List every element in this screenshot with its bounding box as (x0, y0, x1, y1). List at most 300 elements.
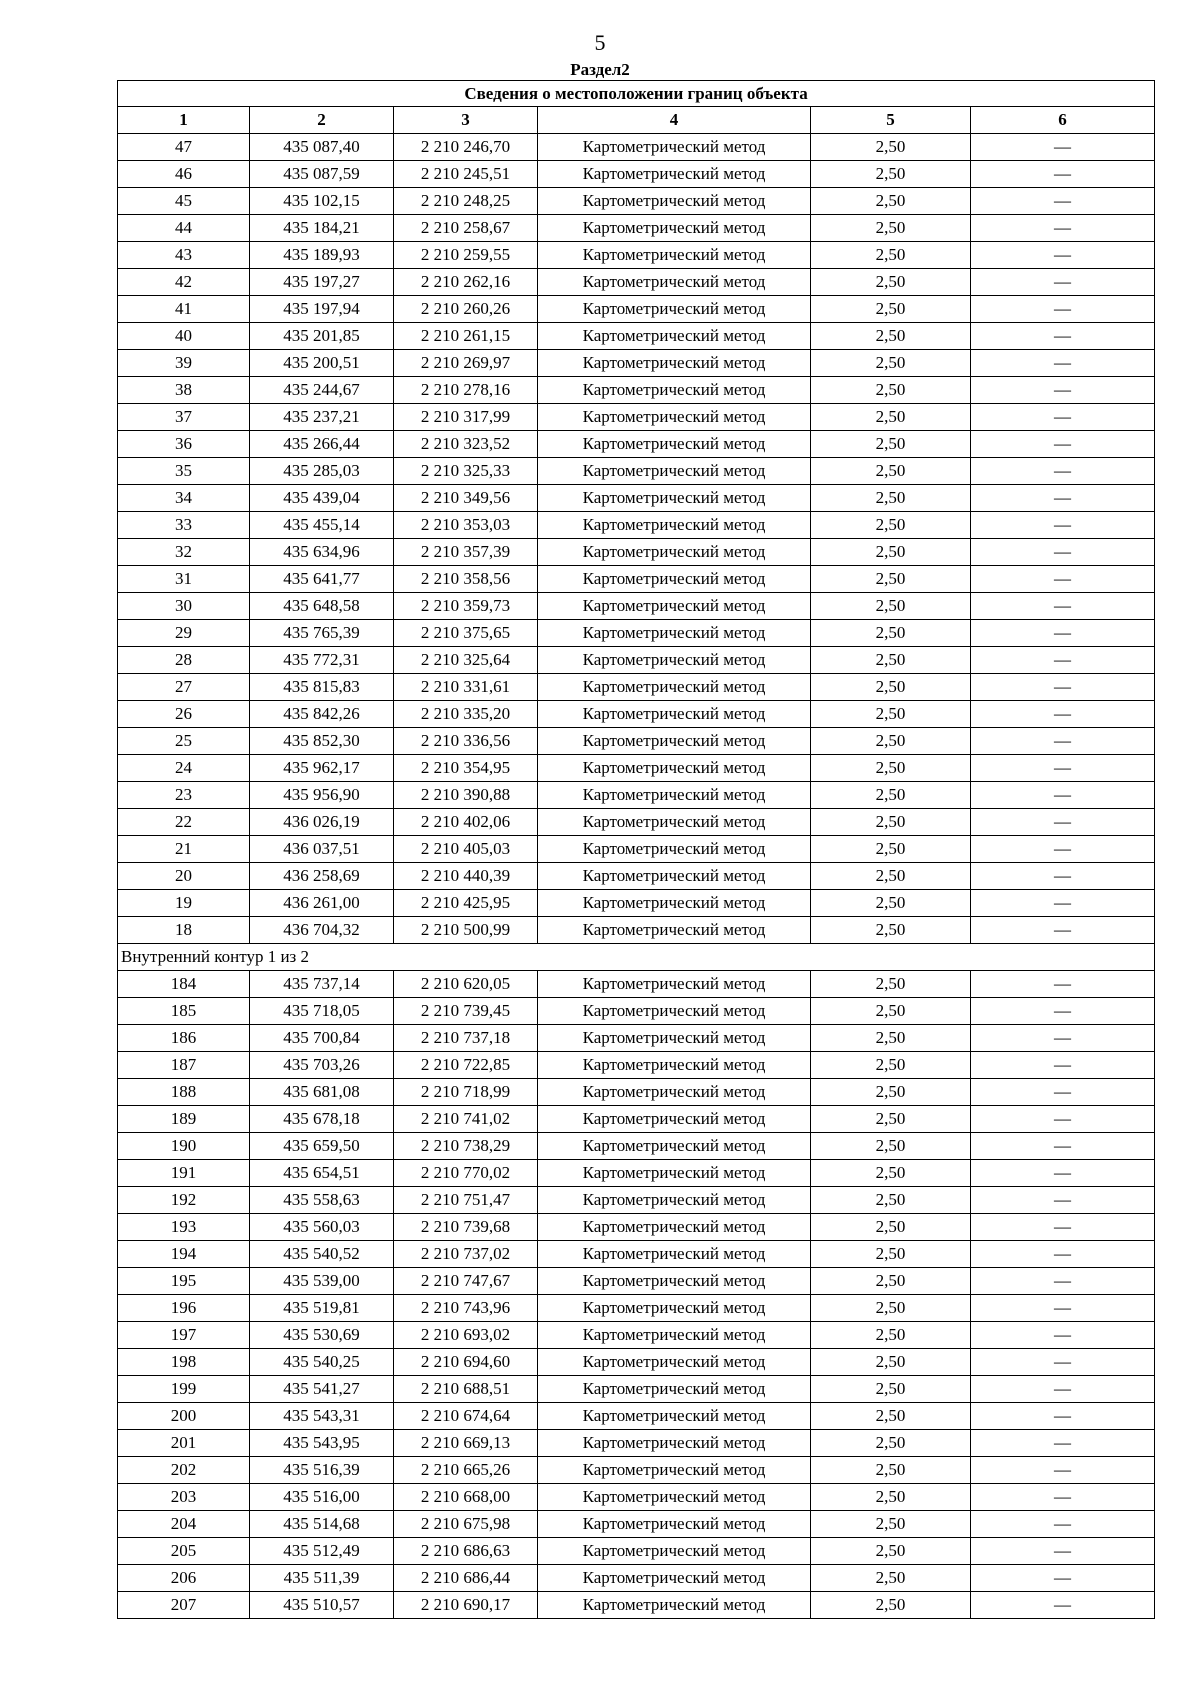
y-coordinate-cell: 2 210 739,45 (394, 998, 538, 1025)
precision-cell: 2,50 (811, 1241, 971, 1268)
precision-cell: 2,50 (811, 1295, 971, 1322)
precision-cell: 2,50 (811, 620, 971, 647)
x-coordinate-cell: 435 648,58 (250, 593, 394, 620)
description-cell: — (971, 998, 1155, 1025)
x-coordinate-cell: 436 261,00 (250, 890, 394, 917)
point-number-cell: 200 (118, 1403, 250, 1430)
table-row (118, 1268, 1155, 1295)
method-cell: Картометрический метод (538, 782, 811, 809)
precision-cell: 2,50 (811, 863, 971, 890)
method-cell: Картометрический метод (538, 1484, 811, 1511)
method-cell: Картометрический метод (538, 890, 811, 917)
section-title: Раздел2 (570, 60, 630, 79)
x-coordinate-cell: 435 539,00 (250, 1268, 394, 1295)
method-cell: Картометрический метод (538, 998, 811, 1025)
description-cell: — (971, 1214, 1155, 1241)
precision-cell: 2,50 (811, 1079, 971, 1106)
description-cell: — (971, 1025, 1155, 1052)
table-row (118, 1484, 1155, 1511)
y-coordinate-cell: 2 210 269,97 (394, 350, 538, 377)
x-coordinate-cell: 435 540,52 (250, 1241, 394, 1268)
point-number-cell: 31 (118, 566, 250, 593)
table-row (118, 431, 1155, 458)
point-number-cell: 187 (118, 1052, 250, 1079)
x-coordinate-cell: 436 258,69 (250, 863, 394, 890)
table-row (118, 1295, 1155, 1322)
table-row (118, 188, 1155, 215)
y-coordinate-cell: 2 210 693,02 (394, 1322, 538, 1349)
method-cell: Картометрический метод (538, 1511, 811, 1538)
description-cell: — (971, 1484, 1155, 1511)
method-cell: Картометрический метод (538, 539, 811, 566)
description-cell: — (971, 782, 1155, 809)
precision-cell: 2,50 (811, 701, 971, 728)
y-coordinate-cell: 2 210 620,05 (394, 971, 538, 998)
x-coordinate-cell: 435 237,21 (250, 404, 394, 431)
precision-cell: 2,50 (811, 1322, 971, 1349)
table-row (118, 215, 1155, 242)
y-coordinate-cell: 2 210 425,95 (394, 890, 538, 917)
precision-cell: 2,50 (811, 1133, 971, 1160)
description-cell: — (971, 134, 1155, 161)
description-cell: — (971, 971, 1155, 998)
precision-cell: 2,50 (811, 458, 971, 485)
description-cell: — (971, 539, 1155, 566)
y-coordinate-cell: 2 210 669,13 (394, 1430, 538, 1457)
description-cell: — (971, 1430, 1155, 1457)
point-number-cell: 202 (118, 1457, 250, 1484)
method-cell: Картометрический метод (538, 620, 811, 647)
precision-cell: 2,50 (811, 1538, 971, 1565)
point-number-cell: 29 (118, 620, 250, 647)
y-coordinate-cell: 2 210 259,55 (394, 242, 538, 269)
method-cell: Картометрический метод (538, 1592, 811, 1619)
x-coordinate-cell: 435 654,51 (250, 1160, 394, 1187)
x-coordinate-cell: 435 197,27 (250, 269, 394, 296)
precision-cell: 2,50 (811, 1268, 971, 1295)
description-cell: — (971, 728, 1155, 755)
table-row (118, 1403, 1155, 1430)
method-cell: Картометрический метод (538, 809, 811, 836)
method-cell: Картометрический метод (538, 215, 811, 242)
x-coordinate-cell: 435 634,96 (250, 539, 394, 566)
method-cell: Картометрический метод (538, 188, 811, 215)
column-number-row (118, 107, 1155, 134)
method-cell: Картометрический метод (538, 350, 811, 377)
precision-cell: 2,50 (811, 755, 971, 782)
table-row (118, 1322, 1155, 1349)
table-row (118, 1052, 1155, 1079)
y-coordinate-cell: 2 210 718,99 (394, 1079, 538, 1106)
point-number-cell: 197 (118, 1322, 250, 1349)
precision-cell: 2,50 (811, 1214, 971, 1241)
y-coordinate-cell: 2 210 317,99 (394, 404, 538, 431)
y-coordinate-cell: 2 210 375,65 (394, 620, 538, 647)
table-row (118, 836, 1155, 863)
table-body (118, 134, 1155, 1619)
y-coordinate-cell: 2 210 686,63 (394, 1538, 538, 1565)
x-coordinate-cell: 435 681,08 (250, 1079, 394, 1106)
method-cell: Картометрический метод (538, 836, 811, 863)
method-cell: Картометрический метод (538, 512, 811, 539)
method-cell: Картометрический метод (538, 269, 811, 296)
x-coordinate-cell: 435 201,85 (250, 323, 394, 350)
x-coordinate-cell: 435 737,14 (250, 971, 394, 998)
method-cell: Картометрический метод (538, 1322, 811, 1349)
table-row (118, 296, 1155, 323)
table-row (118, 647, 1155, 674)
description-cell: — (971, 512, 1155, 539)
method-cell: Картометрический метод (538, 1160, 811, 1187)
table-row (118, 1538, 1155, 1565)
point-number-cell: 204 (118, 1511, 250, 1538)
description-cell: — (971, 1349, 1155, 1376)
method-cell: Картометрический метод (538, 674, 811, 701)
x-coordinate-cell: 435 659,50 (250, 1133, 394, 1160)
description-cell: — (971, 188, 1155, 215)
method-cell: Картометрический метод (538, 755, 811, 782)
x-coordinate-cell: 435 439,04 (250, 485, 394, 512)
precision-cell: 2,50 (811, 323, 971, 350)
y-coordinate-cell: 2 210 751,47 (394, 1187, 538, 1214)
point-number-cell: 27 (118, 674, 250, 701)
method-cell: Картометрический метод (538, 701, 811, 728)
description-cell: — (971, 1403, 1155, 1430)
table-row (118, 1079, 1155, 1106)
table-row (118, 998, 1155, 1025)
contour-row (118, 944, 1155, 971)
method-cell: Картометрический метод (538, 485, 811, 512)
method-cell: Картометрический метод (538, 1025, 811, 1052)
point-number-cell: 21 (118, 836, 250, 863)
table-row (118, 1106, 1155, 1133)
table-row (118, 1511, 1155, 1538)
description-cell: — (971, 485, 1155, 512)
table-row (118, 863, 1155, 890)
precision-cell: 2,50 (811, 1376, 971, 1403)
y-coordinate-cell: 2 210 402,06 (394, 809, 538, 836)
point-number-cell: 45 (118, 188, 250, 215)
method-cell: Картометрический метод (538, 1214, 811, 1241)
table-row (118, 458, 1155, 485)
x-coordinate-cell: 435 543,31 (250, 1403, 394, 1430)
precision-cell: 2,50 (811, 485, 971, 512)
point-number-cell: 203 (118, 1484, 250, 1511)
point-number-cell: 46 (118, 161, 250, 188)
x-coordinate-cell: 435 200,51 (250, 350, 394, 377)
method-cell: Картометрический метод (538, 1241, 811, 1268)
method-cell: Картометрический метод (538, 1052, 811, 1079)
method-cell: Картометрический метод (538, 1268, 811, 1295)
x-coordinate-cell: 435 189,93 (250, 242, 394, 269)
y-coordinate-cell: 2 210 262,16 (394, 269, 538, 296)
x-coordinate-cell: 435 197,94 (250, 296, 394, 323)
point-number-cell: 188 (118, 1079, 250, 1106)
description-cell: — (971, 917, 1155, 944)
y-coordinate-cell: 2 210 770,02 (394, 1160, 538, 1187)
method-cell: Картометрический метод (538, 1403, 811, 1430)
y-coordinate-cell: 2 210 248,25 (394, 188, 538, 215)
description-cell: — (971, 296, 1155, 323)
table-row (118, 890, 1155, 917)
method-cell: Картометрический метод (538, 1106, 811, 1133)
method-cell: Картометрический метод (538, 1430, 811, 1457)
table-row (118, 1592, 1155, 1619)
description-cell: — (971, 1079, 1155, 1106)
table-row (118, 1349, 1155, 1376)
point-number-cell: 19 (118, 890, 250, 917)
y-coordinate-cell: 2 210 675,98 (394, 1511, 538, 1538)
method-cell: Картометрический метод (538, 1376, 811, 1403)
description-cell: — (971, 377, 1155, 404)
precision-cell: 2,50 (811, 1592, 971, 1619)
precision-cell: 2,50 (811, 971, 971, 998)
column-header: 6 (971, 107, 1155, 134)
x-coordinate-cell: 435 641,77 (250, 566, 394, 593)
description-cell: — (971, 1322, 1155, 1349)
x-coordinate-cell: 435 266,44 (250, 431, 394, 458)
precision-cell: 2,50 (811, 539, 971, 566)
y-coordinate-cell: 2 210 674,64 (394, 1403, 538, 1430)
x-coordinate-cell: 436 704,32 (250, 917, 394, 944)
x-coordinate-cell: 435 285,03 (250, 458, 394, 485)
x-coordinate-cell: 435 514,68 (250, 1511, 394, 1538)
precision-cell: 2,50 (811, 674, 971, 701)
method-cell: Картометрический метод (538, 1457, 811, 1484)
method-cell: Картометрический метод (538, 593, 811, 620)
precision-cell: 2,50 (811, 404, 971, 431)
point-number-cell: 207 (118, 1592, 250, 1619)
table-row (118, 1133, 1155, 1160)
table-row (118, 1025, 1155, 1052)
point-number-cell: 38 (118, 377, 250, 404)
point-number-cell: 37 (118, 404, 250, 431)
precision-cell: 2,50 (811, 593, 971, 620)
y-coordinate-cell: 2 210 440,39 (394, 863, 538, 890)
method-cell: Картометрический метод (538, 1565, 811, 1592)
table-row (118, 242, 1155, 269)
table-row (118, 161, 1155, 188)
precision-cell: 2,50 (811, 1511, 971, 1538)
description-cell: — (971, 1565, 1155, 1592)
precision-cell: 2,50 (811, 647, 971, 674)
precision-cell: 2,50 (811, 269, 971, 296)
y-coordinate-cell: 2 210 349,56 (394, 485, 538, 512)
contour-label: Внутренний контур 1 из 2 (118, 944, 1155, 971)
description-cell: — (971, 323, 1155, 350)
point-number-cell: 36 (118, 431, 250, 458)
precision-cell: 2,50 (811, 1349, 971, 1376)
y-coordinate-cell: 2 210 743,96 (394, 1295, 538, 1322)
method-cell: Картометрический метод (538, 1079, 811, 1106)
column-header: 4 (538, 107, 811, 134)
method-cell: Картометрический метод (538, 242, 811, 269)
description-cell: — (971, 701, 1155, 728)
description-cell: — (971, 1457, 1155, 1484)
y-coordinate-cell: 2 210 688,51 (394, 1376, 538, 1403)
table-row (118, 1241, 1155, 1268)
precision-cell: 2,50 (811, 1484, 971, 1511)
method-cell: Картометрический метод (538, 161, 811, 188)
point-number-cell: 44 (118, 215, 250, 242)
description-cell: — (971, 1538, 1155, 1565)
method-cell: Картометрический метод (538, 134, 811, 161)
x-coordinate-cell: 435 516,00 (250, 1484, 394, 1511)
point-number-cell: 194 (118, 1241, 250, 1268)
precision-cell: 2,50 (811, 377, 971, 404)
description-cell: — (971, 566, 1155, 593)
precision-cell: 2,50 (811, 350, 971, 377)
column-header: 5 (811, 107, 971, 134)
y-coordinate-cell: 2 210 278,16 (394, 377, 538, 404)
description-cell: — (971, 161, 1155, 188)
x-coordinate-cell: 435 540,25 (250, 1349, 394, 1376)
y-coordinate-cell: 2 210 390,88 (394, 782, 538, 809)
x-coordinate-cell: 435 519,81 (250, 1295, 394, 1322)
x-coordinate-cell: 435 543,95 (250, 1430, 394, 1457)
table-caption: Сведения о местоположении границ объекта (118, 81, 1155, 107)
y-coordinate-cell: 2 210 358,56 (394, 566, 538, 593)
point-number-cell: 41 (118, 296, 250, 323)
table-row (118, 755, 1155, 782)
x-coordinate-cell: 435 087,59 (250, 161, 394, 188)
y-coordinate-cell: 2 210 245,51 (394, 161, 538, 188)
point-number-cell: 205 (118, 1538, 250, 1565)
point-number-cell: 43 (118, 242, 250, 269)
table-row (118, 917, 1155, 944)
point-number-cell: 30 (118, 593, 250, 620)
precision-cell: 2,50 (811, 1565, 971, 1592)
x-coordinate-cell: 435 530,69 (250, 1322, 394, 1349)
point-number-cell: 28 (118, 647, 250, 674)
table-row (118, 404, 1155, 431)
point-number-cell: 190 (118, 1133, 250, 1160)
x-coordinate-cell: 435 852,30 (250, 728, 394, 755)
table-row (118, 1457, 1155, 1484)
y-coordinate-cell: 2 210 668,00 (394, 1484, 538, 1511)
description-cell: — (971, 809, 1155, 836)
description-cell: — (971, 458, 1155, 485)
description-cell: — (971, 836, 1155, 863)
precision-cell: 2,50 (811, 836, 971, 863)
x-coordinate-cell: 435 772,31 (250, 647, 394, 674)
x-coordinate-cell: 435 516,39 (250, 1457, 394, 1484)
precision-cell: 2,50 (811, 431, 971, 458)
x-coordinate-cell: 435 765,39 (250, 620, 394, 647)
precision-cell: 2,50 (811, 917, 971, 944)
page-number: 5 (594, 30, 606, 55)
description-cell: — (971, 1268, 1155, 1295)
table-row (118, 674, 1155, 701)
precision-cell: 2,50 (811, 215, 971, 242)
precision-cell: 2,50 (811, 998, 971, 1025)
precision-cell: 2,50 (811, 782, 971, 809)
description-cell: — (971, 1133, 1155, 1160)
method-cell: Картометрический метод (538, 647, 811, 674)
method-cell: Картометрический метод (538, 1538, 811, 1565)
point-number-cell: 33 (118, 512, 250, 539)
method-cell: Картометрический метод (538, 863, 811, 890)
table-row (118, 485, 1155, 512)
x-coordinate-cell: 435 512,49 (250, 1538, 394, 1565)
y-coordinate-cell: 2 210 747,67 (394, 1268, 538, 1295)
x-coordinate-cell: 435 956,90 (250, 782, 394, 809)
y-coordinate-cell: 2 210 325,64 (394, 647, 538, 674)
method-cell: Картометрический метод (538, 971, 811, 998)
precision-cell: 2,50 (811, 188, 971, 215)
y-coordinate-cell: 2 210 335,20 (394, 701, 538, 728)
y-coordinate-cell: 2 210 690,17 (394, 1592, 538, 1619)
precision-cell: 2,50 (811, 890, 971, 917)
table-row (118, 620, 1155, 647)
point-number-cell: 23 (118, 782, 250, 809)
method-cell: Картометрический метод (538, 917, 811, 944)
method-cell: Картометрический метод (538, 728, 811, 755)
y-coordinate-cell: 2 210 258,67 (394, 215, 538, 242)
point-number-cell: 201 (118, 1430, 250, 1457)
column-header: 3 (394, 107, 538, 134)
description-cell: — (971, 404, 1155, 431)
y-coordinate-cell: 2 210 353,03 (394, 512, 538, 539)
point-number-cell: 206 (118, 1565, 250, 1592)
table-caption-row (118, 81, 1155, 107)
y-coordinate-cell: 2 210 739,68 (394, 1214, 538, 1241)
precision-cell: 2,50 (811, 134, 971, 161)
y-coordinate-cell: 2 210 260,26 (394, 296, 538, 323)
precision-cell: 2,50 (811, 1430, 971, 1457)
precision-cell: 2,50 (811, 728, 971, 755)
method-cell: Картометрический метод (538, 377, 811, 404)
point-number-cell: 192 (118, 1187, 250, 1214)
y-coordinate-cell: 2 210 722,85 (394, 1052, 538, 1079)
table-row (118, 323, 1155, 350)
y-coordinate-cell: 2 210 246,70 (394, 134, 538, 161)
table-row (118, 593, 1155, 620)
x-coordinate-cell: 435 511,39 (250, 1565, 394, 1592)
table-row (118, 539, 1155, 566)
y-coordinate-cell: 2 210 694,60 (394, 1349, 538, 1376)
description-cell: — (971, 215, 1155, 242)
y-coordinate-cell: 2 210 359,73 (394, 593, 538, 620)
table-row (118, 1187, 1155, 1214)
x-coordinate-cell: 436 026,19 (250, 809, 394, 836)
method-cell: Картометрический метод (538, 323, 811, 350)
point-number-cell: 22 (118, 809, 250, 836)
method-cell: Картометрический метод (538, 1187, 811, 1214)
x-coordinate-cell: 435 560,03 (250, 1214, 394, 1241)
description-cell: — (971, 647, 1155, 674)
description-cell: — (971, 350, 1155, 377)
method-cell: Картометрический метод (538, 1295, 811, 1322)
point-number-cell: 35 (118, 458, 250, 485)
precision-cell: 2,50 (811, 296, 971, 323)
point-number-cell: 198 (118, 1349, 250, 1376)
description-cell: — (971, 1592, 1155, 1619)
table-row (118, 809, 1155, 836)
column-header: 2 (250, 107, 394, 134)
y-coordinate-cell: 2 210 354,95 (394, 755, 538, 782)
table-row (118, 350, 1155, 377)
method-cell: Картометрический метод (538, 1349, 811, 1376)
description-cell: — (971, 1106, 1155, 1133)
description-cell: — (971, 1241, 1155, 1268)
description-cell: — (971, 1187, 1155, 1214)
table-row (118, 782, 1155, 809)
y-coordinate-cell: 2 210 737,02 (394, 1241, 538, 1268)
precision-cell: 2,50 (811, 161, 971, 188)
method-cell: Картометрический метод (538, 566, 811, 593)
description-cell: — (971, 1295, 1155, 1322)
